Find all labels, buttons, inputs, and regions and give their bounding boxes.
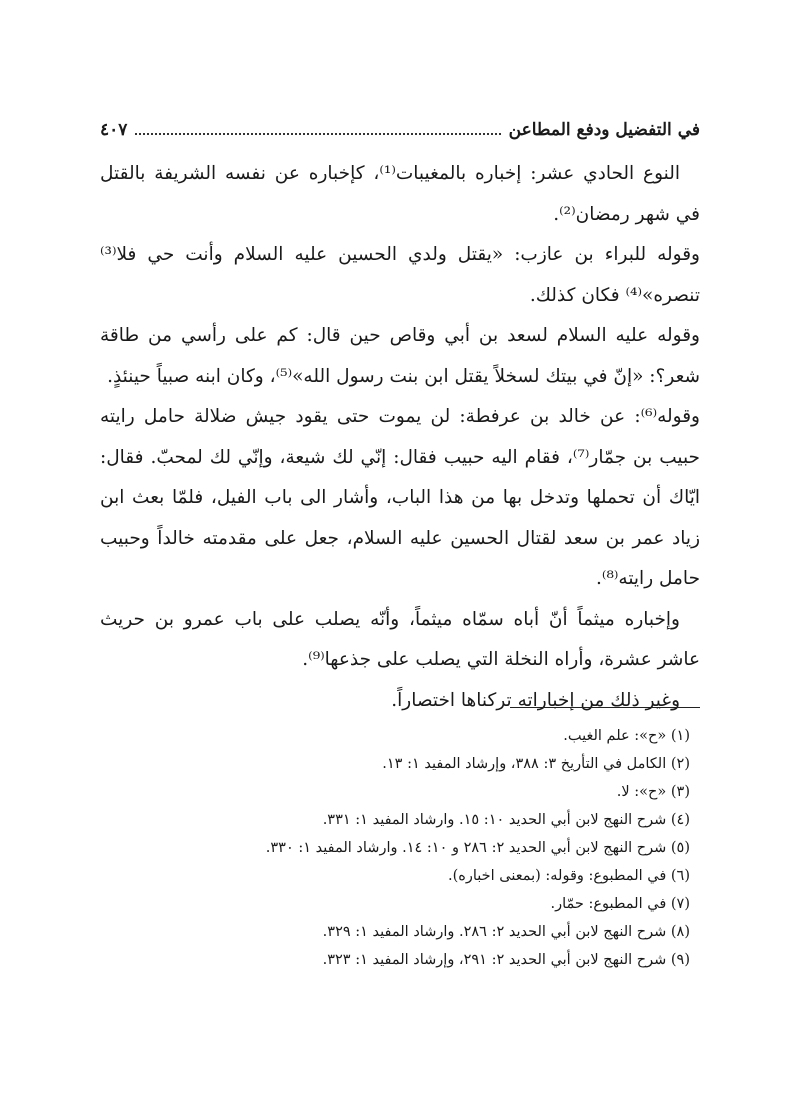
footnote: (١) «ح»: علم الغيب. <box>563 728 690 744</box>
running-header <box>100 110 700 150</box>
paragraph: النوع الحادي عشر: إخباره بالمغيبات⁽¹⁾، كإخباره عن نفسه الشريفة بالقتل في شهر رمضان⁽²⁾. <box>100 163 700 225</box>
footnotes <box>100 722 700 974</box>
running-title: في التفضيل ودفع المطاعن <box>508 120 700 140</box>
page-number: ٤٠٧ <box>100 120 128 140</box>
dot-leader <box>135 133 500 135</box>
paragraph: وإخباره ميثماً أنّ أباه سمّاه ميثماً، وأنّه يصلب على باب عمرو بن حريث عاشر عشرة، وأراه النخلة التي يصلب على جذعها⁽⁹⁾. <box>100 608 700 670</box>
footnote: (٩) شرح النهج لابن أبي الحديد ٢: ٢٩١، وإرشاد المفيد ١: ٣٢٣. <box>322 952 690 968</box>
footnote-separator <box>510 707 700 708</box>
footnote: (٨) شرح النهج لابن أبي الحديد ٢: ٢٨٦. وارشاد المفيد ١: ٣٢٩. <box>322 924 690 940</box>
main-text <box>100 154 700 721</box>
footnote: (٥) شرح النهج لابن أبي الحديد ٢: ٢٨٦ و ١٠: ١٤. وارشاد المفيد ١: ٣٣٠. <box>265 840 690 856</box>
footnote: (٧) في المطبوع: حمّار. <box>550 896 690 912</box>
footnote: (٦) في المطبوع: وقوله: (بمعنى اخباره). <box>448 868 690 884</box>
paragraph: وقوله عليه السلام لسعد بن أبي وقاص حين قال: كم على رأسي من طاقة شعر؟: «إنّ في بيتك لسخلاً يقتل ابن بنت رسول الله»⁽⁵⁾، وكان ابنه صبياً حينئذٍ. <box>100 325 700 387</box>
paragraph: وقوله⁽⁶⁾: عن خالد بن عرفطة: لن يموت حتى يقود جيش ضلالة حامل رايته حبيب بن جمّار⁽⁷⁾، فقام اليه حبيب فقال: إنّي لك شيعة، وإنّي لك لمحبّ. فقال: ايّاك أن تحملها وتدخل بها من هذا الباب، وأشار الى باب الفيل، فلمّا بعث ابن زياد عمر بن سعد لقتال الحسين عليه السلام، جعل على مقدمته خالداً وحبيب حامل رايته⁽⁸⁾. <box>100 406 700 589</box>
footnote: (٢) الكامل في التأريخ ٣: ٣٨٨، وإرشاد المفيد ١: ١٣. <box>382 756 690 772</box>
footnote: (٣) «ح»: لا. <box>616 784 690 800</box>
book-page <box>100 110 700 968</box>
paragraph: وغير ذلك من إخباراته تركناها اختصاراً. <box>391 689 680 711</box>
footnote: (٤) شرح النهج لابن أبي الحديد ١٠: ١٥. وارشاد المفيد ١: ٣٣١. <box>322 812 690 828</box>
paragraph: وقوله للبراء بن عازب: «يقتل ولدي الحسين عليه السلام وأنت حي فلا⁽³⁾ تنصره»⁽⁴⁾ فكان كذلك. <box>100 244 700 306</box>
